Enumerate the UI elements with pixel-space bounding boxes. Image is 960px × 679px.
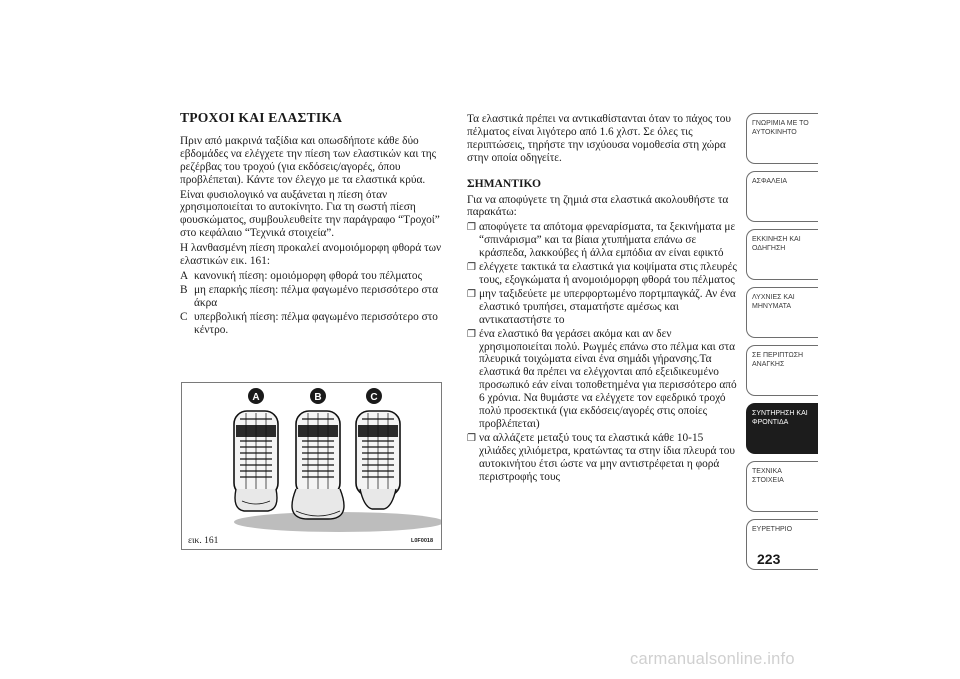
tire-a — [234, 411, 278, 511]
tab-label: ΕΥΡΕΤΗΡΙΟ — [752, 526, 793, 533]
checklist-item — [467, 328, 742, 431]
checkbox-icon: ❐ — [467, 262, 476, 274]
right-column — [467, 113, 742, 484]
checkbox-icon: ❐ — [467, 288, 476, 300]
tab-safety[interactable] — [746, 171, 818, 222]
tire-illustration — [182, 383, 441, 549]
tab-getting-to-know[interactable] — [746, 113, 818, 164]
tab-label: ΤΕΧΝΙΚΑ ΣΤΟΙΧΕΙΑ — [752, 468, 784, 484]
checklist-item — [467, 261, 742, 287]
section-title: ΤΡΟΧΟΙ ΚΑΙ ΕΛΑΣΤΙΚΑ — [180, 110, 343, 125]
tab-label: ΣΥΝΤΗΡΗΣΗ ΚΑΙ ΦΡΟΝΤΙΔΑ — [752, 410, 808, 426]
tab-label: ΑΣΦΑΛΕΙΑ — [752, 178, 788, 185]
tire-b — [292, 411, 344, 519]
tab-label: ΕΚΚΙΝΗΣΗ ΚΑΙ ΟΔΗΓΗΣΗ — [752, 236, 801, 252]
list-item — [180, 270, 455, 283]
label-c-badge — [366, 388, 382, 404]
tab-starting-driving[interactable] — [746, 229, 818, 280]
tab-maintenance[interactable] — [746, 403, 818, 454]
checkbox-icon: ❐ — [467, 222, 476, 234]
watermark: carmanualsonline.info — [630, 650, 795, 668]
checklist-item — [467, 221, 742, 260]
list-label: A — [180, 269, 189, 282]
figure-caption: εικ. 161 — [188, 536, 219, 546]
list-label: B — [180, 283, 188, 296]
label-b: B — [314, 392, 322, 403]
checklist-text: μην ταξιδεύετε με υπερφορτωμένο πορτμπαγκάζ. Αν ένα ελαστικό τρυπήσει, σταματήστε αμέσως και αντικαταστήστε το — [479, 287, 736, 326]
tire-c — [356, 411, 400, 509]
tab-warning-lights[interactable] — [746, 287, 818, 338]
figure-code: L0F0018 — [410, 538, 433, 544]
tire-wear-figure — [181, 382, 442, 550]
label-b-badge — [310, 388, 326, 404]
paragraph: Η λανθασμένη πίεση προκαλεί ανομοιόμορφη φθορά των ελαστικών εικ. 161: — [180, 242, 442, 268]
page-number: 223 — [757, 551, 781, 567]
list-text: κανονική πίεση: ομοιόμορφη φθορά του πέλματος — [194, 269, 423, 282]
checkbox-icon: ❐ — [467, 432, 476, 444]
paragraph: Είναι φυσιολογικό να αυξάνεται η πίεση όταν χρησιμοποιείται το αυτοκίνητο. Για τη σωστή πίεση φουσκώματος, συμβουλευθείτε την παράγραφο “Τροχοί” στο κεφάλαιο “Τεχνικά στοιχεία”. — [180, 188, 440, 240]
checklist-item — [467, 432, 742, 484]
list-label: C — [180, 310, 188, 323]
paragraph: Πριν από μακρινά ταξίδια και οπωσδήποτε κάθε δύο εβδομάδες να ελέγχετε την πίεση των ελαστικών και της ρεζέρβας του τροχού (για εκδόσεις/αγορές, όπου προβλέπεται). Κάντε τον έλεγχο με τα ελαστικά κρύα. — [180, 134, 437, 186]
label-a-badge — [248, 388, 264, 404]
paragraph: Για να αποφύγετε τη ζημιά στα ελαστικά ακολουθήστε τα παρακάτω: — [467, 193, 729, 219]
checklist-text: αποφύγετε τα απότομα φρεναρίσματα, τα ξεκινήματα με “σπινάρισμα” και τα βίαια χτυπήματα επάνω σε κράσπεδα, λακκούβες ή άλλα εμπόδια αν είναι εφικτό — [479, 221, 736, 260]
label-c: C — [370, 392, 378, 403]
tab-technical-data[interactable] — [746, 461, 818, 512]
left-column — [180, 112, 455, 338]
checklist-item — [467, 288, 742, 327]
tab-emergency[interactable] — [746, 345, 818, 396]
important-heading: ΣΗΜΑΝΤΙΚΟ — [467, 176, 542, 190]
list-text: υπερβολική πίεση: πέλμα φαγωμένο περισσότερο στο κέντρο. — [194, 310, 438, 336]
checklist-text: ένα ελαστικό θα γεράσει ακόμα και αν δεν χρησιμοποιείται πολύ. Ρωγμές επάνω στο πέλμα και στα πλευρικά τοιχώματα είναι ένα σημάδι γήρανσης.Τα ελαστικά θα πρέπει να ελέγχονται από εξειδικευμένο προσωπικό εάν είναι τοποθετημένα για περισσότερο από 6 χρόνια. Να θυμάστε να ελέγχετε τον εφεδρικό τροχό πολύ προσεκτικά (για εκδόσεις/αγορές στις οποίες προβλέπεται) — [479, 327, 737, 430]
list-text: μη επαρκής πίεση: πέλμα φαγωμένο περισσότερο στα άκρα — [194, 283, 439, 309]
list-item — [180, 284, 455, 310]
list-item — [180, 311, 455, 337]
checklist-text: ελέγχετε τακτικά τα ελαστικά για κοψίματα στις πλευρές τους, εξογκώματα ή ανομοιόμορφη φθορά του πέλματος — [479, 261, 737, 286]
tab-label: ΛΥΧΝΙΕΣ ΚΑΙ ΜΗΝΥΜΑΤΑ — [752, 294, 795, 310]
tab-label: ΣΕ ΠΕΡΙΠΤΩΣΗ ΑΝΑΓΚΗΣ — [752, 352, 804, 368]
chapter-tabs — [746, 113, 818, 577]
paragraph: Τα ελαστικά πρέπει να αντικαθίστανται όταν το πάχος του πέλματος είναι λιγότερο από 1.6 χλστ. Σε όλες τις περιπτώσεις, τηρήστε την ισχύουσα νομοθεσία στη χώρα στην οποία οδηγείτε. — [467, 113, 731, 164]
checklist-text: να αλλάζετε μεταξύ τους τα ελαστικά κάθε 10-15 χιλιάδες χιλιόμετρα, κρατώντας τα στην ίδια πλευρά του αυτοκινήτου έτσι ώστε να μην αντιστρέφεται η φορά περιστροφής τους — [479, 431, 736, 483]
checkbox-icon: ❐ — [467, 328, 476, 340]
tab-label: ΓΝΩΡΙΜΙΑ ΜΕ ΤΟ ΑΥΤΟΚΙΝΗΤΟ — [752, 120, 809, 136]
label-a: A — [252, 392, 260, 403]
